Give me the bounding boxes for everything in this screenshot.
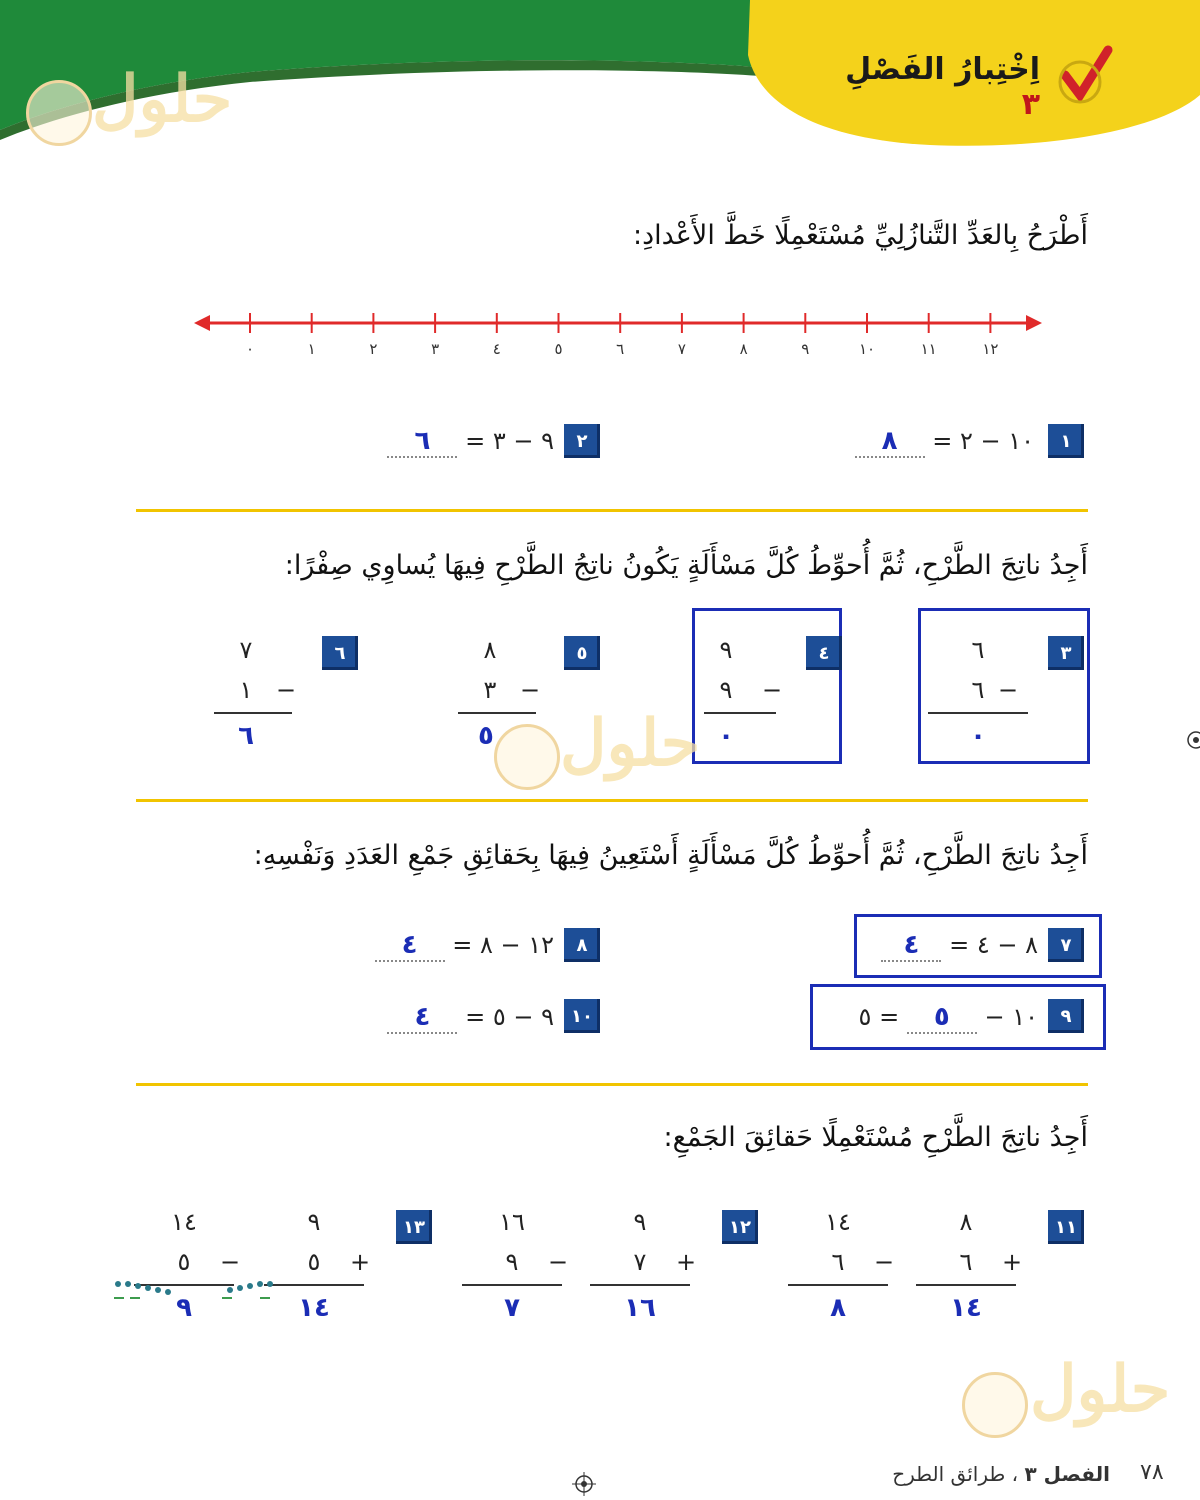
problem-11-sub-bottom: ٦ [831, 1248, 845, 1276]
problem-10-badge: ١٠ [564, 999, 600, 1033]
problem-6-bar [214, 712, 292, 714]
footer-separator: ، [1011, 1462, 1019, 1486]
problem-6-badge: ٦ [322, 636, 358, 670]
problem-12-sub-bottom: ٩ [505, 1248, 519, 1276]
problem-1-answer[interactable]: ٨ [855, 426, 925, 458]
problem-6-vertical [196, 630, 296, 756]
registration-mark-icon [1184, 728, 1200, 752]
problem-3-answer[interactable]: ٠ [970, 721, 986, 751]
problem-10-equation [370, 1002, 554, 1034]
number-line-label: ٩ [801, 340, 810, 358]
problem-6-answer[interactable]: ٦ [238, 721, 254, 751]
problem-4-bottom: ٩ [719, 676, 733, 704]
section-divider-1 [136, 509, 1088, 512]
problem-2-badge: ٢ [564, 424, 600, 458]
problem-13-add-op: + [350, 1248, 371, 1276]
problem-1-expr: ١٠ − ٢ = [932, 427, 1034, 455]
problem-12-subtraction [462, 1202, 569, 1328]
problem-12-sub-op: − [548, 1248, 569, 1276]
problem-8-answer[interactable]: ٤ [375, 930, 445, 962]
problem-3-op: − [998, 676, 1019, 704]
number-line-label: ٤ [492, 340, 501, 358]
problem-11-add-top: ٨ [959, 1208, 973, 1236]
problem-6-bottom: ١ [239, 676, 253, 704]
watermark-logo-icon [494, 724, 560, 790]
decorative-dots [110, 1276, 290, 1306]
number-line-label: ٧ [677, 340, 686, 358]
problem-13-subtraction [134, 1202, 241, 1328]
problem-7-equation [860, 930, 1038, 962]
problem-11-add-bottom: ٦ [959, 1248, 973, 1276]
problem-12-add-op: + [676, 1248, 697, 1276]
chapter-title-text: اِخْتِبارُ الفَصْلِ [845, 52, 1040, 87]
registration-mark-icon [572, 1472, 596, 1496]
problem-13-add-answer[interactable]: ١٤ [298, 1293, 330, 1323]
problem-13-badge: ١٣ [396, 1210, 432, 1244]
problem-9-expr-left: ١٠ − [984, 1003, 1038, 1031]
problem-5-top: ٨ [483, 636, 497, 664]
problem-7-expr: ٨ − ٤ = [949, 931, 1038, 959]
number-line-label: ٨ [739, 340, 748, 358]
number-line-label: ٣ [431, 340, 440, 358]
problem-11-add-bar [916, 1284, 1016, 1286]
problem-5-op: − [520, 676, 541, 704]
problem-12-add-bottom: ٧ [633, 1248, 647, 1276]
problem-13-sub-bottom: ٥ [177, 1248, 191, 1276]
problem-13-sub-top: ١٤ [171, 1208, 197, 1236]
problem-6-top: ٧ [239, 636, 253, 664]
problem-4-top: ٩ [719, 636, 733, 664]
problem-9-answer[interactable]: ٥ [907, 1002, 977, 1034]
problem-11-add-answer[interactable]: ١٤ [950, 1293, 982, 1323]
problem-11-subtraction [788, 1202, 895, 1328]
section4-instruction: أَجِدُ ناتِجَ الطَّرْحِ مُسْتَعْمِلًا حَقائِقَ الجَمْعِ: [663, 1122, 1088, 1153]
problem-5-bar [458, 712, 536, 714]
problem-3-vertical [928, 630, 1028, 756]
problem-11-sub-op: − [874, 1248, 895, 1276]
problem-11-sub-bar [788, 1284, 888, 1286]
footer-chapter [860, 1462, 1110, 1486]
chapter-title [820, 52, 1040, 122]
problem-13-sub-answer[interactable]: ٩ [176, 1293, 192, 1323]
problem-11-badge: ١١ [1048, 1210, 1084, 1244]
number-line-label: ١٠ [858, 340, 876, 358]
number-line-label: ١ [307, 340, 316, 358]
footer-chapter-label: الفصل ٣ [1024, 1462, 1110, 1486]
problem-11-add-op: + [1002, 1248, 1023, 1276]
watermark-logo-icon [26, 80, 92, 146]
problem-12-add-answer[interactable]: ١٦ [624, 1293, 656, 1323]
problem-3-top: ٦ [971, 636, 985, 664]
problem-1-badge: ١ [1048, 424, 1084, 458]
section2-instruction: أَجِدُ ناتِجَ الطَّرْحِ، ثُمَّ أُحوِّطُ كُلَّ مَسْأَلَةٍ يَكُونُ ناتِجُ الطَّرْحِ فِيهَا يُساوِي صِفْرًا: [284, 550, 1088, 581]
chapter-number: ٣ [1021, 87, 1040, 122]
problem-7-answer[interactable]: ٤ [881, 930, 941, 962]
problem-9-equation [822, 1002, 1038, 1034]
problem-13-add-top: ٩ [307, 1208, 321, 1236]
problem-10-expr: ٩ − ٥ = [465, 1003, 554, 1031]
problem-8-expr: ١٢ − ٨ = [452, 931, 554, 959]
problem-2-equation [370, 426, 554, 458]
section3-instruction: أَجِدُ ناتِجَ الطَّرْحِ، ثُمَّ أُحوِّطُ كُلَّ مَسْأَلَةٍ أَسْتَعِينُ فِيهَا بِحَقائِقِ جَمْعِ العَدَدِ وَنَفْسِهِ: [253, 840, 1088, 871]
problem-4-badge: ٤ [806, 636, 842, 670]
problem-10-answer[interactable]: ٤ [387, 1002, 457, 1034]
watermark-text: حلول [92, 62, 233, 137]
problem-9-expr-right: = ٥ [858, 1003, 900, 1031]
problem-4-bar [704, 712, 776, 714]
watermark-text: حلول [560, 706, 701, 781]
problem-1-equation [838, 426, 1034, 458]
problem-13-sub-op: − [220, 1248, 241, 1276]
problem-8-equation [352, 930, 554, 962]
problem-4-answer[interactable]: ٠ [718, 721, 734, 751]
problem-5-badge: ٥ [564, 636, 600, 670]
number-line-label: ١١ [920, 340, 937, 358]
problem-7-badge: ٧ [1048, 928, 1084, 962]
watermark-logo-icon [962, 1372, 1028, 1438]
problem-12-sub-bar [462, 1284, 562, 1286]
problem-2-expr: ٩ − ٣ = [465, 427, 554, 455]
problem-12-addition [590, 1202, 697, 1328]
section-divider-3 [136, 1083, 1088, 1086]
problem-3-bar [928, 712, 1028, 714]
problem-9-badge: ٩ [1048, 999, 1084, 1033]
number-line-label: ٠ [245, 340, 255, 358]
problem-12-sub-top: ١٦ [499, 1208, 525, 1236]
number-line-label: ٢ [369, 340, 378, 358]
problem-11-sub-answer[interactable]: ٨ [830, 1293, 846, 1323]
footer-chapter-name: طرائق الطرح [892, 1462, 1006, 1486]
problem-12-add-top: ٩ [633, 1208, 647, 1236]
section-divider-2 [136, 799, 1088, 802]
section1-instruction: أَطْرَحُ بِالعَدِّ التَّنازُلِيِّ مُسْتَعْمِلًا خَطَّ الأَعْدادِ: [633, 220, 1088, 251]
problem-13-addition [264, 1202, 371, 1328]
page-number: ٧٨ [1140, 1460, 1164, 1485]
problem-12-sub-answer[interactable]: ٧ [504, 1293, 520, 1323]
problem-12-add-bar [590, 1284, 690, 1286]
number-line-right-arrow-icon [1026, 315, 1042, 331]
number-line-label: ١٢ [982, 340, 999, 358]
problem-2-answer[interactable]: ٦ [387, 426, 457, 458]
problem-3-bottom: ٦ [971, 676, 985, 704]
problem-5-bottom: ٣ [483, 676, 497, 704]
problem-5-answer[interactable]: ٥ [478, 721, 494, 751]
problem-11-addition [916, 1202, 1023, 1328]
problem-8-badge: ٨ [564, 928, 600, 962]
problem-12-badge: ١٢ [722, 1210, 758, 1244]
problem-11-sub-top: ١٤ [825, 1208, 851, 1236]
number-line-left-arrow-icon [194, 315, 210, 331]
problem-4-op: − [762, 676, 783, 704]
number-line-label: ٦ [616, 340, 625, 358]
number-line-label: ٥ [554, 340, 563, 358]
problem-13-add-bottom: ٥ [307, 1248, 321, 1276]
problem-3-badge: ٣ [1048, 636, 1084, 670]
problem-6-op: − [276, 676, 297, 704]
watermark-text: حلول [1030, 1352, 1171, 1427]
